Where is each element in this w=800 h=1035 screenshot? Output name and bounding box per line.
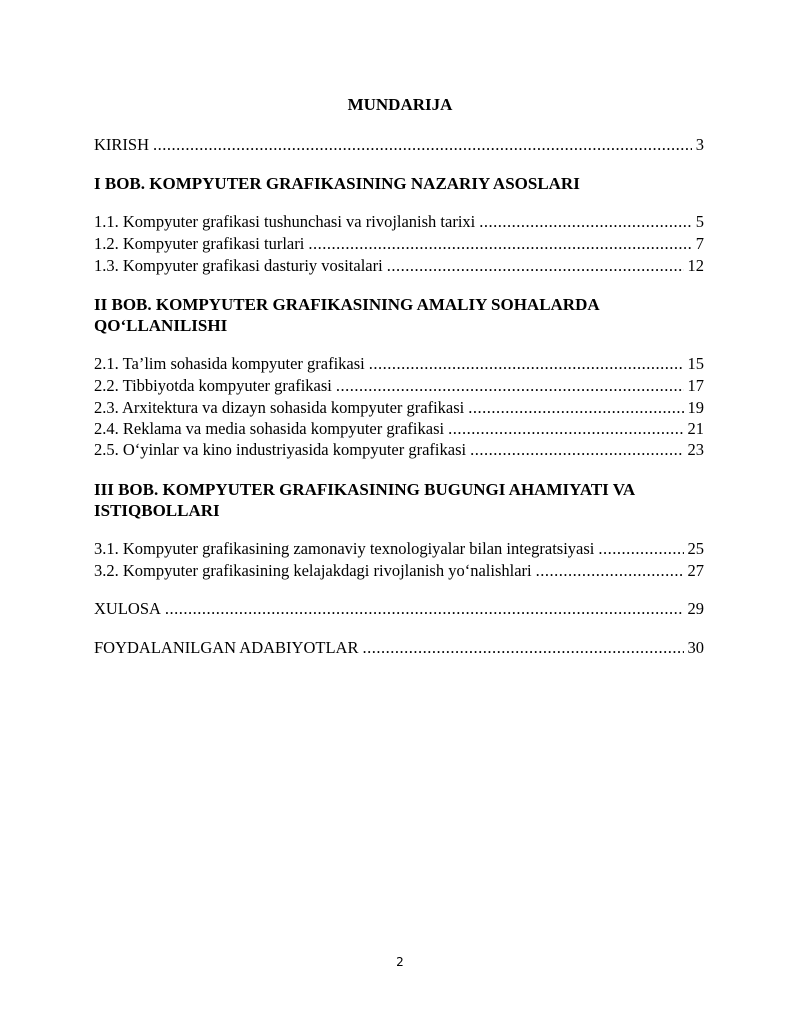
toc-entry-section-2-3[interactable] [94, 398, 704, 418]
toc-entry-page: 23 [687, 440, 704, 459]
toc-entry-section-1-3[interactable] [94, 256, 704, 276]
toc-leader-dots [468, 398, 683, 418]
toc-entry-page: 27 [687, 561, 704, 580]
toc-entry-label: 1.3. Kompyuter grafikasi dasturiy vositalari [94, 256, 383, 275]
chapter-1-heading[interactable]: I BOB. KOMPYUTER GRAFIKASINING NAZARIY ASOSLARI [94, 174, 580, 193]
toc-entry-page: 30 [687, 638, 704, 657]
toc-entry-section-2-4[interactable] [94, 419, 704, 439]
toc-leader-dots [336, 376, 684, 396]
toc-entry-label: 2.5. O‘yinlar va kino industriyasida kompyuter grafikasi [94, 440, 467, 459]
chapter-2-heading[interactable]: II BOB. KOMPYUTER GRAFIKASINING AMALIY SOHALARDA QO‘LLANILISHI [94, 295, 599, 335]
toc-entry-section-3-2[interactable] [94, 561, 704, 581]
toc-entry-label: KIRISH [94, 135, 150, 154]
toc-entry-section-2-2[interactable] [94, 376, 704, 396]
toc-entry-page: 17 [687, 376, 704, 395]
toc-entry-label: 1.2. Kompyuter grafikasi turlari [94, 234, 305, 253]
toc-leader-dots [165, 599, 684, 619]
toc-leader-dots [448, 419, 683, 439]
toc-entry-label: 3.2. Kompyuter grafikasining kelajakdagi rivojlanish yo‘nalishlari [94, 561, 532, 580]
toc-entry-page: 5 [695, 212, 704, 231]
toc-entry-label: 2.1. Ta’lim sohasida kompyuter grafikasi [94, 354, 365, 373]
toc-entry-section-2-5[interactable] [94, 440, 704, 460]
toc-entry-page: 3 [695, 135, 704, 154]
toc-entry-references[interactable] [94, 638, 704, 658]
toc-leader-dots [598, 539, 683, 559]
toc-entry-label: 1.1. Kompyuter grafikasi tushunchasi va rivojlanish tarixi [94, 212, 476, 231]
toc-entry-section-1-2[interactable] [94, 234, 704, 254]
toc-entry-page: 25 [687, 539, 704, 558]
page-number: 2 [396, 955, 404, 969]
toc-leader-dots [387, 256, 684, 276]
toc-entry-page: 21 [687, 419, 704, 438]
toc-entry-label: XULOSA [94, 599, 161, 618]
toc-entry-label: 2.2. Tibbiyotda kompyuter grafikasi [94, 376, 332, 395]
toc-leader-dots [308, 234, 691, 254]
toc-entry-label: 2.4. Reklama va media sohasida kompyuter grafikasi [94, 419, 445, 438]
toc-leader-dots [470, 440, 683, 460]
toc-leader-dots [362, 638, 683, 658]
toc-entry-section-2-1[interactable] [94, 354, 704, 374]
toc-entry-page: 19 [687, 398, 704, 417]
toc-leader-dots [153, 135, 692, 155]
toc-entry-label: FOYDALANILGAN ADABIYOTLAR [94, 638, 359, 657]
toc-entry-page: 12 [687, 256, 704, 275]
toc-entry-page: 7 [695, 234, 704, 253]
toc-entry-section-3-1[interactable] [94, 539, 704, 559]
chapter-3-heading[interactable]: III BOB. KOMPYUTER GRAFIKASINING BUGUNGI AHAMIYATI VA ISTIQBOLLARI [94, 480, 635, 520]
toc-entry-intro[interactable] [94, 135, 704, 155]
page-title: MUNDARIJA [347, 95, 453, 114]
toc-entry-label: 2.3. Arxitektura va dizayn sohasida kompyuter grafikasi [94, 398, 465, 417]
toc-entry-conclusion[interactable] [94, 599, 704, 619]
toc-leader-dots [479, 212, 691, 232]
toc-leader-dots [369, 354, 684, 374]
toc-entry-page: 29 [687, 599, 704, 618]
toc-entry-label: 3.1. Kompyuter grafikasining zamonaviy texnologiyalar bilan integratsiyasi [94, 539, 595, 558]
toc-entry-section-1-1[interactable] [94, 212, 704, 232]
toc-leader-dots [536, 561, 684, 581]
toc-entry-page: 15 [687, 354, 704, 373]
